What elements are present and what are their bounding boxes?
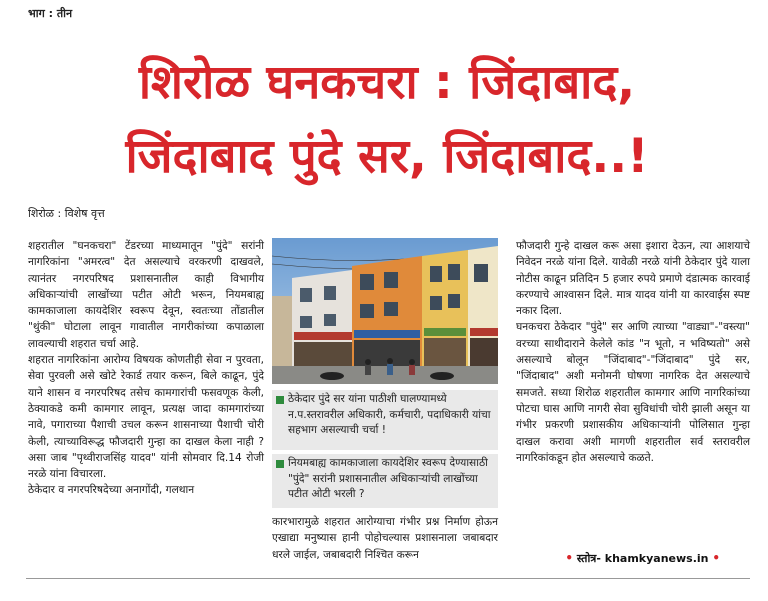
bullet-square-icon bbox=[276, 396, 284, 404]
headline-line-1: शिरोळ घनकचरा : जिंदाबाद, bbox=[138, 55, 636, 110]
street-photo bbox=[272, 238, 498, 384]
paragraph: शहरात नागरिकांना आरोग्य विषयक कोणतीही सेवा न पुरवता, सेवा पुरवली असे खोटे रेकार्ड तयार करून, बिले काढून, पुंदे याने शासन व नगरपरिषद तसेच कामगारांची फसवणूक केली, ठेक्याकडे कमी कामगार लावून, प्रत्यक्ष जादा कामगारांच्या नावे, पगाराच्या पैशाची उचल करून शासनाच्या पैशाची चोरी केली, त्याच्याविरूद्ध फौजदारी गुन्हा का दाखल केला नाही ? असा जाब "पृथ्वीराजसिंह यादव" यांनी सोमवार दि.14 रोजी नरळे यांना विचारला. bbox=[28, 354, 264, 481]
paragraph: कारभारामुळे शहरात आरोग्याचा गंभीर प्रश्न निर्माण होऊन एखाद्या मनुष्यास हानी पोहोचल्यास प्रशासनाला जबाबदार धरले जाईल, जबाबदारी निश्चित करून bbox=[272, 516, 498, 561]
article-column-2 bbox=[272, 514, 498, 563]
headline-line-2: जिंदाबाद पुंदे सर, जिंदाबाद..! bbox=[125, 129, 649, 184]
paragraph: शहरातील "घनकचरा" टेंडरच्या माध्यमातून "पुंदे" सरांनी नागरिकांना "अमरत्व" देत असल्याचे वरकरणी दाखवले, त्यानंतर नगरपरिषद प्रशासनातील काही विभागीय अधिकाऱ्यांची लाखोंच्या पटीत ओटी भरून, नियमबाह्य कामकाजाला कायदेशिर स्वरूप देवून, स्वतःच्या तोंडातील "थुंकी" घोटाला लावून गावातील नागरीकांच्या कपाळाला लावल्याची शहरात चर्चा आहे. bbox=[28, 240, 264, 350]
callout-box-1 bbox=[272, 390, 498, 450]
callout-box-2 bbox=[272, 454, 498, 508]
byline: शिरोळ : विशेष वृत्त bbox=[28, 207, 105, 220]
callout-text: ठेकेदार पुंदे सर यांना पाठीशी घालण्यामध्ये न.प.स्तरावरील अधिकारी, कर्मचारी, पदाधिकारी यांचा सहभाग असल्याची चर्चा ! bbox=[288, 393, 491, 436]
article-column-3 bbox=[516, 238, 750, 466]
building-illustration bbox=[272, 238, 498, 384]
article-column-1 bbox=[28, 238, 264, 499]
paragraph: फौजदारी गुन्हे दाखल करू असा इशारा देऊन, त्या आशयाचे निवेदन नरळे यांना दिले. यावेळी नरळे यांनी ठेकेदार पुंदे याला नोटीस काढून प्रतिदिन 5 हजार रुपये प्रमाणे दंडात्मक कारवाई करण्याचे आश्वासन दिले. मात्र यादव यांनी या कारवाईस स्पष्ट नकार दिला. bbox=[516, 240, 750, 318]
red-dot-icon: • bbox=[565, 551, 574, 565]
callout-text: नियमबाह्य कामकाजाला कायदेशिर स्वरूप देण्यासाठी "पुंदे" सरांनी प्रशासनातील अधिकाऱ्यांची लाखोंच्या पटीत ओटी भरली ? bbox=[288, 457, 488, 500]
red-dot-icon: • bbox=[712, 551, 720, 565]
bullet-square-icon bbox=[276, 460, 284, 468]
paragraph: ठेकेदार व नगरपरिषदेच्या अनागोंदी, गलथान bbox=[28, 484, 195, 497]
divider bbox=[26, 578, 750, 579]
paragraph: घनकचरा ठेकेदार "पुंदे" सर आणि त्याच्या "वाड्या"-"वस्त्या" वरच्या साथीदाराने केलेले कांड "न भूतो, न भविष्यतो" असे असल्याचे बोलून "जिंदाबाद"-"जिंदाबाद" पुंदे सर, "जिंदाबाद" अशी मनोमनी घोषणा नागरिक देत असल्याचे समजते. सध्या शिरोळ शहरातील कामगार आणि नागरिकांच्या पोटचा घास आणि नागरी सेवा सुविधांची चोरी झाली असून या गंभीर प्रकरणी प्रशासकीय अधिकाऱ्यांनी पोलिसात गुन्हा दाखल करावा अशी मागणी शहरातील सर्व स्तरावरील नागरिकांकडून होत असल्याचे कळते. bbox=[516, 321, 750, 464]
headline bbox=[22, 46, 752, 194]
section-label: भाग : तीन bbox=[28, 7, 73, 20]
source-text: स्तोत्र- khamkyanews.in bbox=[576, 552, 709, 565]
source-credit bbox=[565, 551, 720, 566]
